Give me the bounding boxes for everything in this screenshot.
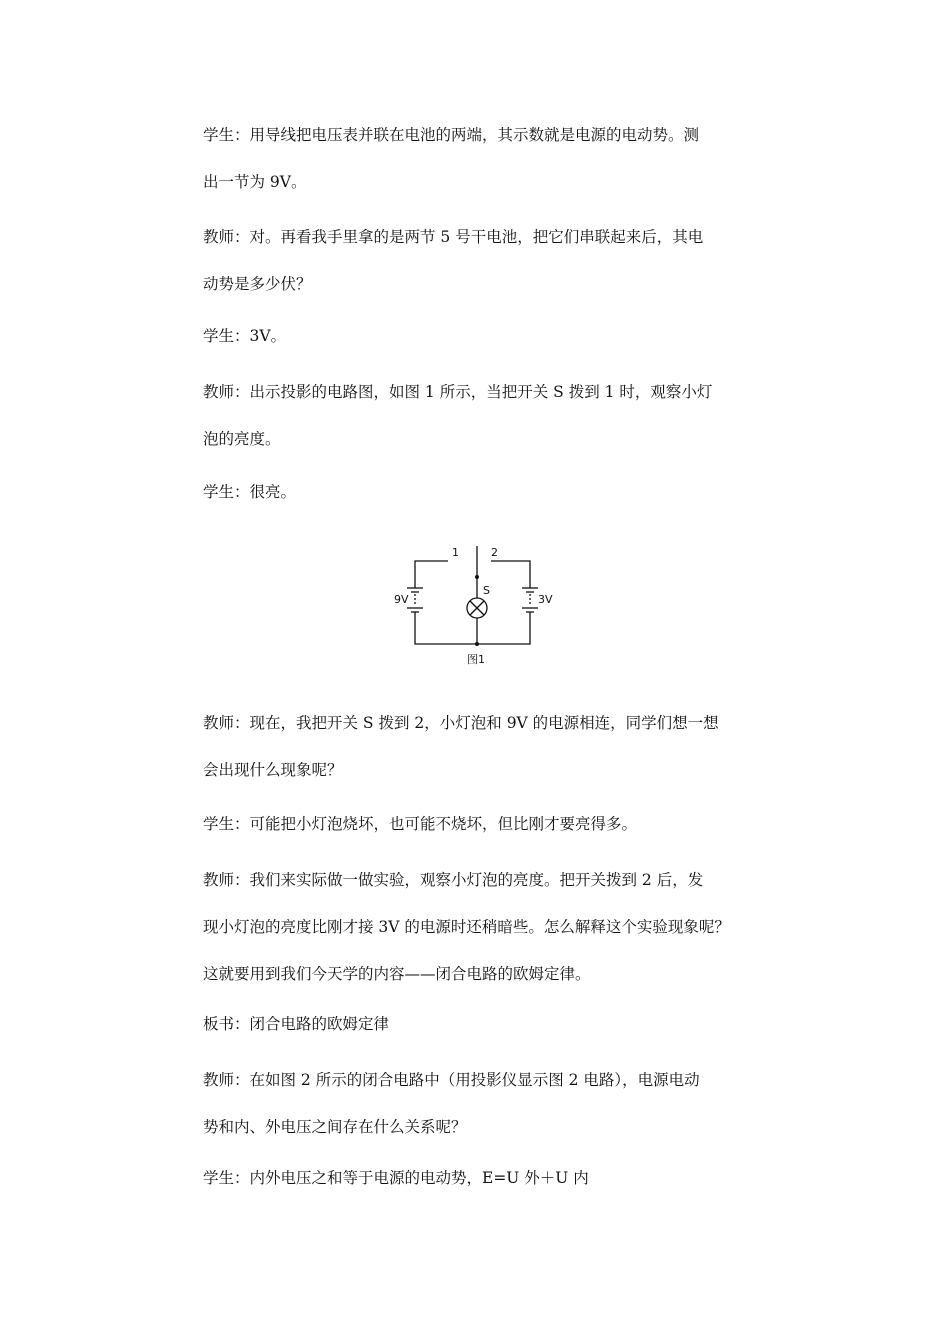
- paragraph-2: [203, 214, 763, 308]
- junction-dot: [475, 642, 479, 646]
- paragraph-7: [203, 801, 763, 848]
- paragraph-10: [203, 1057, 763, 1151]
- wire-right-bottom: [477, 612, 530, 644]
- text-line: 教师：现在，我把开关 S 拨到 2，小灯泡和 9V 的电源相连，同学们想一想: [203, 714, 719, 732]
- wire-left-bottom: [415, 612, 477, 644]
- wire-left-top: [415, 561, 448, 588]
- figure-caption: 图1: [467, 653, 485, 666]
- paragraph-9: [203, 1001, 763, 1048]
- paragraph-6: [203, 700, 763, 794]
- text-line: 势和内、外电压之间存在什么关系呢？: [203, 1118, 467, 1136]
- text-line: 学生：用导线把电压表并联在电池的两端，其示数就是电源的电动势。测: [203, 126, 700, 144]
- text-line: 学生：很亮。: [203, 483, 297, 501]
- text-line: 现小灯泡的亮度比刚才接 3V 的电源时还稍暗些。怎么解释这个实验现象呢？: [203, 918, 730, 936]
- text-line: 学生：3V。: [203, 327, 287, 345]
- switch-pivot-dot: [475, 575, 479, 579]
- paragraph-11: [203, 1155, 763, 1202]
- text-line: 动势是多少伏？: [203, 275, 312, 293]
- terminal-1-label: 1: [452, 546, 459, 559]
- battery-9v-label: 9V: [394, 593, 409, 606]
- text-line: 教师：对。再看我手里拿的是两节 5 号干电池，把它们串联起来后，其电: [203, 228, 704, 246]
- text-line: 教师：我们来实际做一做实验，观察小灯泡的亮度。把开关拨到 2 后，发: [203, 871, 704, 889]
- wire-right-top: [491, 561, 530, 588]
- paragraph-1: [203, 112, 763, 206]
- text-line: 会出现什么现象呢？: [203, 761, 343, 779]
- terminal-2-label: 2: [491, 546, 498, 559]
- text-line: 出一节为 9V。: [203, 173, 307, 191]
- text-line: 教师：出示投影的电路图，如图 1 所示，当把开关 S 拨到 1 时，观察小灯: [203, 383, 713, 401]
- paragraph-8: [203, 857, 763, 998]
- paragraph-4: [203, 369, 763, 463]
- circuit-diagram: [385, 542, 565, 670]
- text-line: 这就要用到我们今天学的内容——闭合电路的欧姆定律。: [203, 965, 591, 983]
- text-line: 板书：闭合电路的欧姆定律: [203, 1015, 390, 1033]
- text-line: 学生：内外电压之和等于电源的电动势，E=U 外＋U 内: [203, 1169, 589, 1187]
- text-line: 教师：在如图 2 所示的闭合电路中（用投影仪显示图 2 电路），电源电动: [203, 1071, 700, 1089]
- switch-s-label: S: [483, 584, 490, 597]
- paragraph-3: [203, 313, 763, 360]
- battery-3v-label: 3V: [538, 593, 553, 606]
- text-line: 泡的亮度。: [203, 430, 281, 448]
- paragraph-5: [203, 469, 763, 516]
- text-line: 学生：可能把小灯泡烧坏，也可能不烧坏，但比刚才要亮得多。: [203, 815, 638, 833]
- circuit-diagram-figure-1: [385, 542, 565, 670]
